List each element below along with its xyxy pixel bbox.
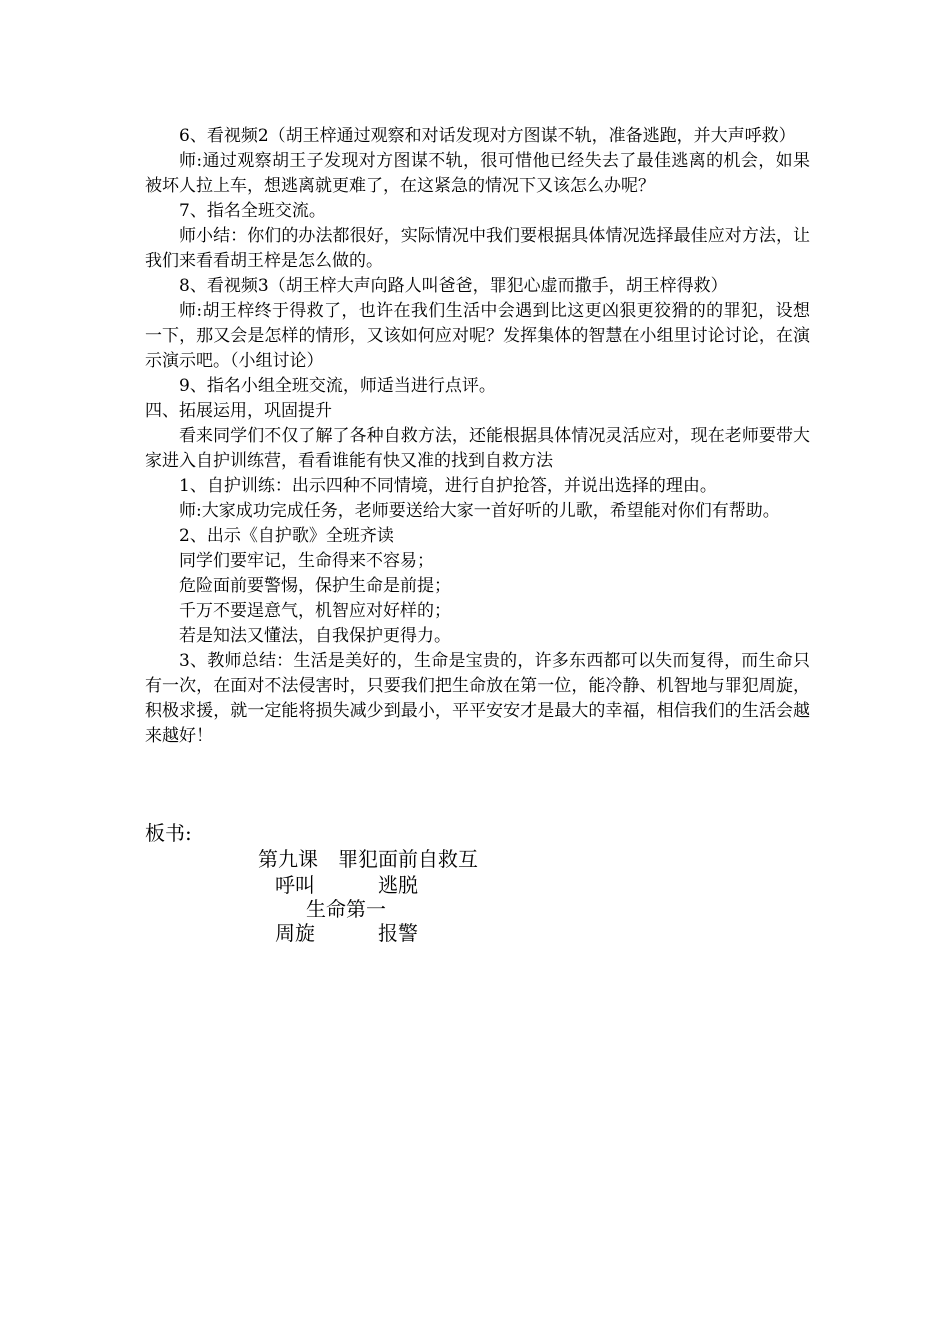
paragraph-teacher-remark-2: 师:胡王梓终于得救了，也许在我们生活中会遇到比这更凶狠更狡猾的的罪犯，设想一下，那又会是怎样的情形，又该如何应对呢？发挥集体的智慧在小组里讨论讨论，在演示演示吧。（小组讨论） xyxy=(145,301,810,371)
board-label: 板书: xyxy=(145,821,192,845)
board-right-bottom: 报警 xyxy=(378,921,418,945)
paragraph-step-9: 9、指名小组全班交流，师适当进行点评。 xyxy=(179,376,496,396)
paragraph-teacher-remark-3: 师:大家成功完成任务，老师要送给大家一首好听的儿歌，希望能对你们有帮助。 xyxy=(179,501,780,521)
lesson-body xyxy=(145,124,810,749)
paragraph-item-2: 2、出示《自护歌》全班齐读 xyxy=(179,526,394,546)
board-title: 第九课 罪犯面前自救互 xyxy=(258,847,478,871)
paragraph-step-6: 6、看视频2（胡王梓通过观察和对话发现对方图谋不轨，准备逃跑，并大声呼救） xyxy=(179,126,796,146)
board-left-bottom: 周旋 xyxy=(275,921,315,945)
paragraph-step-8: 8、看视频3（胡王梓大声向路人叫爸爸，罪犯心虚而撒手，胡王梓得救） xyxy=(179,276,728,296)
paragraph-step-7: 7、指名全班交流。 xyxy=(179,201,326,221)
poem-line-2: 危险面前要警惕，保护生命是前提； xyxy=(179,576,451,596)
board-left-top: 呼叫 xyxy=(275,873,315,897)
paragraph-item-3: 3、教师总结：生活是美好的，生命是宝贵的，许多东西都可以失而复得，而生命只有一次，在面对不法侵害时，只要我们把生命放在第一位，能冷静、机智地与罪犯周旋，积极求援，就一定能将损失减少到最小，平平安安才是最大的幸福，相信我们的生活会越来越好！ xyxy=(145,651,810,746)
paragraph-teacher-remark-1: 师:通过观察胡王子发现对方图谋不轨，很可惜他已经失去了最佳逃离的机会，如果被坏人拉上车，想逃离就更难了，在这紧急的情况下又该怎么办呢？ xyxy=(145,151,810,196)
poem-line-3: 千万不要逞意气，机智应对好样的； xyxy=(179,601,451,621)
paragraph-teacher-summary: 师小结：你们的办法都很好，实际情况中我们要根据具体情况选择最佳应对方法，让我们来看看胡王梓是怎么做的。 xyxy=(145,226,810,271)
board-right-top: 逃脱 xyxy=(378,873,418,897)
poem-line-1: 同学们要牢记，生命得来不容易； xyxy=(179,551,434,571)
paragraph-item-1: 1、自护训练：出示四种不同情境，进行自护抢答，并说出选择的理由。 xyxy=(179,476,717,496)
board-center: 生命第一 xyxy=(306,897,386,921)
poem-line-4: 若是知法又懂法，自我保护更得力。 xyxy=(179,626,451,646)
paragraph-intro: 看来同学们不仅了解了各种自救方法，还能根据具体情况灵活应对，现在老师要带大家进入自护训练营，看看谁能有快又准的找到自救方法 xyxy=(145,426,810,471)
section-heading-4: 四、拓展运用，巩固提升 xyxy=(145,401,332,421)
